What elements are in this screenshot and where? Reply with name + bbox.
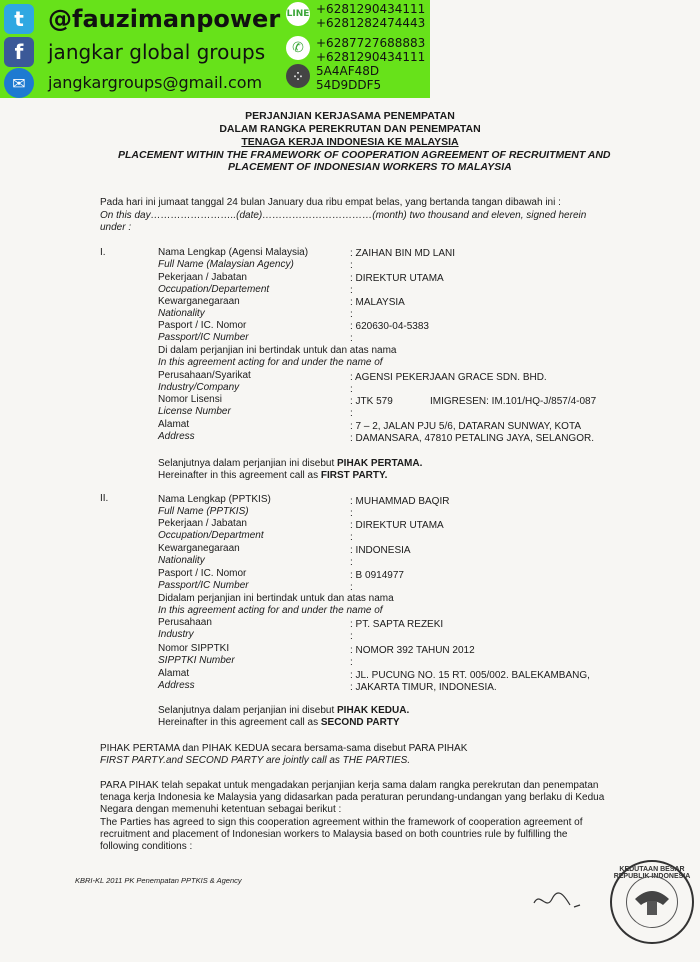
intro-text-en: On this day……………………..(date)……………………………(month) two thousand and eleven, signed herein	[100, 210, 587, 221]
party-1-called-en-name: FIRST PARTY.	[320, 470, 388, 481]
party-1-address-label-en: Address	[158, 431, 195, 442]
party-2-nationality-label: Kewarganegaraan	[158, 543, 240, 554]
mail-icon: ✉	[4, 68, 34, 98]
phone-contacts	[286, 2, 430, 92]
party-1-license-label: Nomor Lisensi	[158, 394, 222, 405]
title-line-1: PERJANJIAN KERJASAMA PENEMPATAN	[245, 110, 455, 122]
party-1-colon: :	[350, 260, 353, 271]
party-1-colon: :	[350, 333, 353, 344]
line-number[interactable]: +6281290434111	[316, 2, 426, 16]
party-2-address-label: Alamat	[158, 668, 190, 679]
intro-text-en-2: under :	[100, 222, 132, 233]
party-2-job-label: Pekerjaan / Jabatan	[158, 518, 247, 529]
party-1-job-label-en: Occupation/Departement	[158, 284, 270, 295]
party-2-address-line-2: : JAKARTA TIMUR, INDONESIA.	[350, 682, 497, 693]
party-2-colon: :	[350, 657, 353, 668]
party-1-address-line-2: : DAMANSARA, 47810 PETALING JAYA, SELANGOR.	[350, 433, 594, 444]
party-2-name-label: Nama Lengkap (PPTKIS)	[158, 494, 271, 505]
line-number[interactable]: +6281282474443	[316, 16, 426, 30]
email-row[interactable]	[4, 68, 262, 98]
party-2-job-label-en: Occupation/Department	[158, 530, 264, 541]
party-1-job-label: Pekerjaan / Jabatan	[158, 272, 247, 283]
party-2-colon: :	[350, 557, 353, 568]
party-2-called-text: Selanjutnya dalam perjanjian ini disebut	[158, 705, 335, 716]
party-2-colon: :	[350, 631, 353, 642]
party-2-company-value: : PT. SAPTA REZEKI	[350, 619, 444, 630]
party-1-license-value: : JTK 579	[350, 396, 393, 407]
party-1-name-value: : ZAIHAN BIN MD LANI	[350, 248, 456, 259]
party-2-license-label-en: SIPPTKI Number	[158, 655, 235, 666]
agreement-en-line-3: following conditions :	[100, 841, 193, 852]
whatsapp-icon: ✆	[286, 36, 310, 60]
party-2-address-line-1: : JL. PUCUNG NO. 15 RT. 005/002. BALEKAMBANG,	[350, 670, 590, 681]
signature-mark	[530, 885, 590, 915]
party-2-job-value: : DIREKTUR UTAMA	[350, 520, 444, 531]
party-1-acting: Di dalam perjanjian ini bertindak untuk dan atas nama	[158, 345, 397, 356]
party-1-called	[158, 458, 422, 470]
party-1-called-en-text: Hereinafter in this agreement call as	[158, 470, 319, 481]
party-1-job-value: : DIREKTUR UTAMA	[350, 273, 444, 284]
party-1-nationality-value: : MALAYSIA	[350, 297, 405, 308]
party-2-passport-label-en: Passport/IC Number	[158, 580, 249, 591]
party-2-called-en	[158, 717, 400, 729]
together-text-en: FIRST PARTY.and SECOND PARTY are jointly call as THE PARTIES.	[100, 755, 411, 766]
party-1-nationality-label-en: Nationality	[158, 308, 205, 319]
agreement-line-1: PARA PIHAK telah sepakat untuk mengadakan perjanjian kerja sama dalam rangka perekrutan dan penempatan	[100, 780, 599, 791]
title-line-2: DALAM RANGKA PEREKRUTAN DAN PENEMPATAN	[219, 123, 481, 135]
agreement-en-line-2: recruitment and placement of Indonesian workers to Malaysia based on both countries rule by fulfilling the	[100, 829, 568, 840]
bbm-pin[interactable]: 5A4AF48D	[316, 64, 380, 78]
party-1-name-label-en: Full Name (Malaysian Agency)	[158, 259, 294, 270]
twitter-handle[interactable]: @fauzimanpower	[48, 5, 281, 33]
facebook-name[interactable]: jangkar global groups	[48, 40, 266, 64]
bbm-contact	[286, 64, 430, 92]
twitter-row[interactable]	[4, 4, 280, 34]
seal-emblem	[626, 876, 678, 928]
party-1-called-en	[158, 470, 387, 482]
party-1-nationality-label: Kewarganegaraan	[158, 296, 240, 307]
party-2-acting-en: In this agreement acting for and under the name of	[158, 605, 383, 616]
party-2-nationality-label-en: Nationality	[158, 555, 205, 566]
line-numbers	[316, 2, 425, 30]
contact-banner	[0, 0, 430, 98]
party-1-license-label-en: License Number	[158, 406, 231, 417]
whatsapp-contact	[286, 36, 430, 64]
party-2-called-en-name: SECOND PARTY	[320, 717, 400, 728]
party-1-passport-label: Pasport / IC. Nomor	[158, 320, 247, 331]
bbm-pins	[316, 64, 381, 92]
party-1-company-value: : AGENSI PEKERJAAN GRACE SDN. BHD.	[350, 372, 547, 383]
party-2-license-label: Nomor SIPPTKI	[158, 643, 230, 654]
party-1-colon: :	[350, 285, 353, 296]
party-2-numeral: II.	[100, 493, 109, 504]
party-2-name-label-en: Full Name (PPTKIS)	[158, 506, 249, 517]
party-2-colon: :	[350, 582, 353, 593]
agreement-line-2: tenaga kerja Indonesia ke Malaysia yang didasarkan pada peraturan perundang-undangan yang berlaku di Kedua	[100, 792, 605, 803]
party-1-name-label: Nama Lengkap (Agensi Malaysia)	[158, 247, 309, 258]
agreement-en-line-1: The Parties has agreed to sign this cooperation agreement within the framework of cooperation agreement of	[100, 817, 583, 828]
party-2-called	[158, 705, 409, 717]
whatsapp-number[interactable]: +6287727688883	[316, 36, 426, 50]
party-1-passport-value: : 620630-04-5383	[350, 321, 429, 332]
title-en-line-1: PLACEMENT WITHIN THE FRAMEWORK OF COOPERATION AGREEMENT OF RECRUITMENT AND	[118, 149, 611, 161]
party-1-company-label-en: Industry/Company	[158, 382, 240, 393]
party-2-nationality-value: : INDONESIA	[350, 545, 411, 556]
party-1-colon: :	[350, 408, 353, 419]
intro-text: Pada hari ini jumaat tanggal 24 bulan January dua ribu empat belas, yang bertanda tangan dibawah ini :	[100, 197, 561, 208]
party-2-name-value: : MUHAMMAD BAQIR	[350, 496, 450, 507]
together-text: PIHAK PERTAMA dan PIHAK KEDUA secara bersama-sama disebut PARA PIHAK	[100, 743, 468, 754]
garuda-emblem-icon	[627, 877, 677, 927]
party-1-acting-en: In this agreement acting for and under the name of	[158, 357, 383, 368]
party-1-colon: :	[350, 384, 353, 395]
title-line-3: TENAGA KERJA INDONESIA KE MALAYSIA	[241, 136, 459, 148]
line-icon: LINE	[286, 2, 310, 26]
seal-text: KEDUTAAN BESAR REPUBLIK INDONESIA	[613, 866, 691, 880]
agreement-line-3: Negara dengan memenuhi ketentuan sebagai berikut :	[100, 804, 342, 815]
party-2-called-name: PIHAK KEDUA.	[337, 705, 410, 716]
party-2-license-value: : NOMOR 392 TAHUN 2012	[350, 645, 475, 656]
blackberry-icon: ⁘	[286, 64, 310, 88]
party-1-company-label: Perusahaan/Syarikat	[158, 370, 251, 381]
party-1-imigresen: IMIGRESEN: IM.101/HQ-J/857/4-087	[430, 396, 597, 407]
twitter-icon: t	[4, 4, 34, 34]
footer-reference: KBRI-KL 2011 PK Penempatan PPTKIS & Agency	[75, 876, 242, 885]
party-1-address-line-1: : 7 – 2, JALAN PJU 5/6, DATARAN SUNWAY, KOTA	[350, 421, 581, 432]
whatsapp-number[interactable]: +6281290434111	[316, 50, 426, 64]
line-contact	[286, 2, 430, 30]
party-2-passport-value: : B 0914977	[350, 570, 404, 581]
party-1-numeral: I.	[100, 247, 106, 258]
party-2-acting: Didalam perjanjian ini bertindak untuk dan atas nama	[158, 593, 394, 604]
whatsapp-numbers	[316, 36, 425, 64]
party-1-address-label: Alamat	[158, 419, 190, 430]
party-2-called-en-text: Hereinafter in this agreement call as	[158, 717, 319, 728]
party-2-company-label: Perusahaan	[158, 617, 212, 628]
party-2-passport-label: Pasport / IC. Nomor	[158, 568, 247, 579]
email-address[interactable]: jangkargroups@gmail.com	[48, 73, 263, 92]
party-2-company-label-en: Industry	[158, 629, 194, 640]
party-1-colon: :	[350, 309, 353, 320]
party-2-colon: :	[350, 508, 353, 519]
bbm-pin[interactable]: 54D9DDF5	[316, 78, 382, 92]
party-2-colon: :	[350, 532, 353, 543]
facebook-icon: f	[4, 37, 34, 67]
embassy-seal	[610, 860, 694, 944]
title-en-line-2: PLACEMENT OF INDONESIAN WORKERS TO MALAYSIA	[228, 161, 512, 173]
party-2-address-label-en: Address	[158, 680, 195, 691]
party-1-passport-label-en: Passport/IC Number	[158, 332, 249, 343]
facebook-row[interactable]	[4, 37, 265, 67]
party-1-called-text: Selanjutnya dalam perjanjian ini disebut	[158, 458, 335, 469]
party-1-called-name: PIHAK PERTAMA.	[337, 458, 423, 469]
